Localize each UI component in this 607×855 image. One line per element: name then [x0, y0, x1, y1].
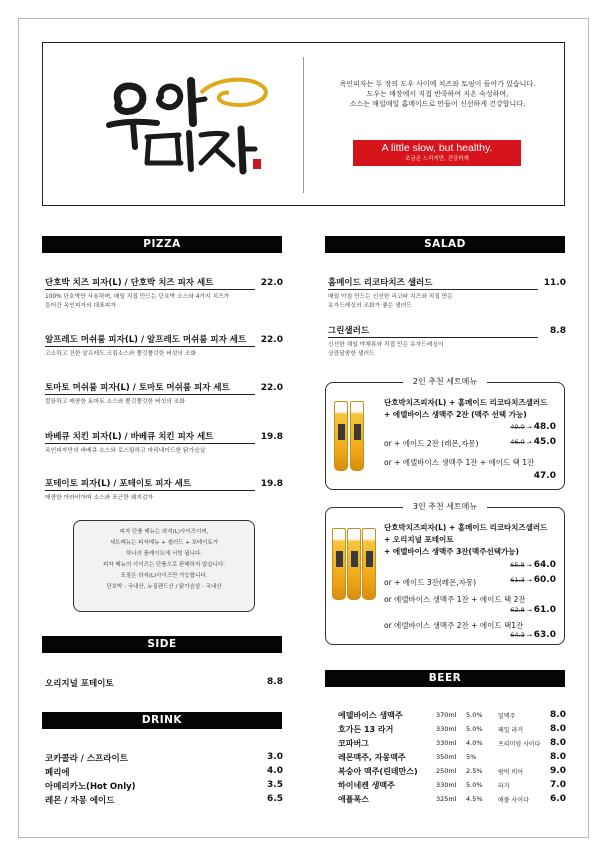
set-line: + 에델바이스 생맥주 3잔(맥주선택가능) [384, 547, 519, 556]
beer-abv: 5% [466, 753, 477, 761]
pizza-header: PIZZA [42, 236, 282, 253]
beer-glass-icon [334, 401, 348, 471]
drink-item [45, 766, 283, 779]
item-price: 4.0 [267, 766, 283, 776]
item-price: 22.0 [260, 278, 283, 288]
set-price [510, 422, 556, 432]
item-name: 아메리카노(Hot Only) [45, 782, 136, 792]
side-list [45, 677, 283, 691]
beer-price: 8.0 [550, 724, 566, 734]
item-desc [45, 293, 229, 311]
beer-name: 애플폭스 [338, 795, 369, 804]
beer-type: 페일 라거 [498, 727, 524, 734]
new-price: 45.0 [533, 437, 556, 447]
item-desc [328, 341, 444, 359]
item-desc [45, 494, 153, 503]
set-menu-2 [325, 377, 565, 490]
beer-volume: 250ml [436, 767, 457, 775]
header-divider [303, 57, 304, 193]
notice-line: 포장은 라지(L)사이즈만 가능합니다. [120, 573, 208, 579]
notice-line: 하나의 플레이트에 서빙 됩니다. [125, 551, 203, 557]
beer-price: 7.0 [550, 780, 566, 790]
old-price: 65.8 [510, 561, 525, 569]
item-price: 8.8 [550, 326, 566, 336]
notice-line: 단호박 : 국내산, 뉴질랜드산 / 닭가슴살 : 국내산 [106, 584, 222, 590]
beer-glass-icon [347, 528, 361, 600]
drink-header: DRINK [42, 712, 282, 729]
beer-name: 코파버그 [338, 739, 369, 748]
drink-item [45, 780, 283, 793]
desc-line: 옥인피자만의 바베큐 소스와 로스팅하고 마리네이드한 닭가슴살 [45, 448, 206, 454]
desc-line: 들어간 옥인피자의 대표피자 [45, 303, 116, 309]
beer-price: 8.0 [550, 752, 566, 762]
set-option: or + 에이드 3잔(레몬,자몽) [384, 578, 477, 587]
beer-type: 람빅 비어 [498, 769, 524, 776]
desc-line: 상큼달콤한 샐러드 [328, 351, 375, 357]
notice-line: 피자 단품 메뉴는 라지(L)사이즈이며, [119, 529, 209, 535]
arrow-icon: → [526, 607, 532, 614]
beer-volume: 325ml [436, 795, 457, 803]
beer-type: 밀맥주 [498, 713, 516, 720]
header-box [42, 42, 565, 206]
item-desc [45, 447, 205, 456]
item-rule [45, 289, 255, 290]
beer-price: 8.0 [550, 710, 566, 720]
side-item [45, 677, 283, 690]
arrow-icon: → [526, 577, 532, 584]
beer-abv: 2.5% [466, 767, 483, 775]
set-price [534, 471, 556, 481]
beer-name: 복숭아 맥주(린데만스) [338, 767, 418, 776]
item-price: 6.5 [267, 794, 283, 804]
old-price: 62.8 [510, 606, 525, 614]
set-price [510, 605, 556, 615]
set-option: or 에델바이스 생맥주 1잔 + 에이드 택 2잔 [384, 595, 526, 604]
logo-calligraphy [105, 63, 275, 181]
beer-item [338, 766, 566, 779]
desc-line: 매콤한 아라비아따 소스와 포근한 웨지감자 [45, 495, 154, 501]
item-price: 22.0 [260, 335, 283, 345]
new-price: 64.0 [533, 560, 556, 570]
beer-item [338, 710, 566, 723]
item-name: 그린샐러드 [328, 326, 370, 336]
set-title-text: 2인 추천 세트메뉴 [403, 377, 487, 386]
beer-abv: 4.5% [466, 795, 483, 803]
arrow-icon: → [526, 562, 532, 569]
beer-item [338, 752, 566, 765]
set-option: or + 에이드 2잔 (레몬,자몽) [384, 439, 479, 448]
item-name: 단호박 치즈 피자(L) / 단호박 치즈 피자 세트 [45, 278, 214, 288]
notice-box [73, 520, 255, 612]
new-price: 63.0 [533, 630, 556, 640]
beer-name: 레몬맥주, 자몽맥주 [338, 753, 406, 762]
item-name: 알프레도 머쉬룸 피자(L) / 알프레도 머쉬룸 피자 세트 [45, 335, 247, 345]
item-name: 바베큐 치킨 피자(L) / 바베큐 치킨 피자 세트 [45, 432, 214, 442]
beer-item [338, 724, 566, 737]
salad-header: SALAD [325, 236, 565, 253]
intro-line: 옥인피자는 두 장의 도우 사이에 치즈와 토핑이 들어가 있습니다. [339, 80, 536, 88]
beer-volume: 370ml [436, 711, 457, 719]
beer-glass-icon [362, 528, 376, 600]
item-name: 코카콜라 / 스프라이트 [45, 754, 128, 764]
item-rule [45, 443, 255, 444]
item-rule [328, 337, 538, 338]
set-price [510, 437, 556, 447]
set-title-text: 3인 추천 세트메뉴 [403, 502, 487, 511]
beer-type: 애플 사이다 [498, 797, 529, 804]
beer-abv: 5.0% [466, 725, 483, 733]
item-price: 11.0 [543, 278, 566, 288]
beer-type: 라거 [498, 783, 510, 790]
intro-text [315, 79, 560, 109]
drink-item [45, 794, 283, 807]
item-rule [45, 394, 255, 395]
notice-line: 세트메뉴는 피자메뉴 + 샐러드 + 포테이토가 [109, 540, 219, 546]
beer-abv: 5.0% [466, 711, 483, 719]
beer-price: 9.0 [550, 766, 566, 776]
set-menu-3 [325, 502, 565, 645]
slogan-badge [353, 140, 521, 166]
item-rule [45, 346, 255, 347]
item-desc [328, 293, 453, 311]
desc-line: 유자드레싱의 조화가 좋은 샐러드 [328, 303, 412, 309]
beer-name: 에델바이스 생맥주 [338, 711, 403, 720]
beer-abv: 4.0% [466, 739, 483, 747]
item-rule [45, 490, 255, 491]
intro-line: 소스는 매일매일 홈메이드로 만들어 신선하게 건강합니다. [349, 100, 526, 108]
new-price: 61.0 [533, 605, 556, 615]
set-line: + 오리지널 포테이토 [384, 535, 454, 544]
item-name: 포테이토 피자(L) / 포테이토 피자 세트 [45, 479, 192, 489]
desc-line: 고소하고 진한 알프레도 크림소스와 쫄깃쫄깃한 버섯의 조화 [45, 351, 197, 357]
notice-line: 피자 메뉴의 사이즈는 단품으로 판매하지 않습니다. [102, 562, 226, 568]
beer-item [338, 738, 566, 751]
set-title [326, 376, 564, 387]
item-name: 토마토 머쉬룸 피자(L) / 토마토 머쉬룸 피자 세트 [45, 383, 230, 393]
intro-line: 도우는 매장에서 직접 반죽하여 저온 숙성하며, [366, 90, 509, 98]
drink-list [45, 752, 283, 808]
beer-volume: 330ml [436, 781, 457, 789]
desc-line: 깔끔하고 매콤한 토마토 소스와 쫄깃쫄깃한 버섯의 조화 [45, 399, 185, 405]
set-price [510, 630, 556, 640]
item-name: 홈메이드 리코타치즈 샐러드 [328, 278, 433, 288]
beer-price: 6.0 [550, 794, 566, 804]
beer-name: 호가든 13 라거 [338, 725, 394, 734]
new-price: 47.0 [533, 471, 556, 481]
drink-item [45, 752, 283, 765]
set-title [326, 501, 564, 512]
beer-glass-icon [332, 528, 346, 600]
arrow-icon: → [526, 424, 532, 431]
arrow-icon: → [526, 439, 532, 446]
new-price: 60.0 [533, 575, 556, 585]
beer-price: 8.0 [550, 738, 566, 748]
beer-header: BEER [325, 670, 565, 687]
item-name: 페리에 [45, 768, 70, 778]
item-price: 8.8 [267, 677, 283, 687]
logo [105, 63, 275, 181]
item-price: 3.5 [267, 780, 283, 790]
desc-line: 신선한 채일 야채류와 직접 만든 유자드레싱이 [328, 342, 444, 348]
beer-list [338, 710, 566, 806]
item-desc [45, 398, 185, 407]
beer-volume: 350ml [436, 753, 457, 761]
item-desc [45, 350, 196, 359]
desc-line: 100% 단호박만 사용하며, 매일 직접 만드는 단호박 소스와 4가지 치즈가 [45, 294, 230, 300]
old-price: 64.3 [510, 631, 525, 639]
set-line: 단호박치즈피자(L) + 홈메이드 리코타치즈샐러드 [384, 523, 548, 532]
beer-abv: 5.0% [466, 781, 483, 789]
beer-volume: 330ml [436, 739, 457, 747]
set-line: 단호박치즈피자(L) + 홈메이드 리코타치즈샐러드 [384, 398, 548, 407]
slogan-ko: 조금은 느리지만, 건강하게 [405, 156, 469, 162]
desc-line: 매일 아침 만드는 신선한 리코타 치즈와 직접 만든 [328, 294, 453, 300]
set-price [510, 575, 556, 585]
beer-volume: 330ml [436, 725, 457, 733]
set-option: or 에델바이스 생맥주 2잔 + 에이드 택1잔 [384, 621, 524, 630]
beer-item [338, 780, 566, 793]
item-price: 22.0 [260, 383, 283, 393]
beer-type: 프리미엄 사이다 [498, 741, 541, 748]
beer-name: 하이네켄 생맥주 [338, 781, 395, 790]
beer-glass-icon [350, 401, 364, 471]
item-price: 19.8 [260, 479, 283, 489]
beer-item [338, 794, 566, 807]
set-line: + 에델바이스 생맥주 2잔 (맥주 선택 가능) [384, 410, 527, 419]
slogan-en: A little slow, but healthy. [381, 142, 493, 154]
item-name: 오리지널 포테이토 [45, 679, 114, 689]
side-header: SIDE [42, 636, 282, 653]
old-price: 46.0 [510, 438, 525, 446]
set-option: or + 에델바이스 생맥주 1잔 + 에이드 택 1잔 [384, 458, 535, 467]
item-name: 레몬 / 자몽 에이드 [45, 796, 115, 806]
item-rule [328, 289, 538, 290]
item-price: 3.0 [267, 752, 283, 762]
arrow-icon: → [526, 632, 532, 639]
old-price: 49.0 [510, 423, 525, 431]
set-price [510, 560, 556, 570]
item-price: 19.8 [260, 432, 283, 442]
old-price: 61.3 [510, 576, 525, 584]
new-price: 48.0 [533, 422, 556, 432]
